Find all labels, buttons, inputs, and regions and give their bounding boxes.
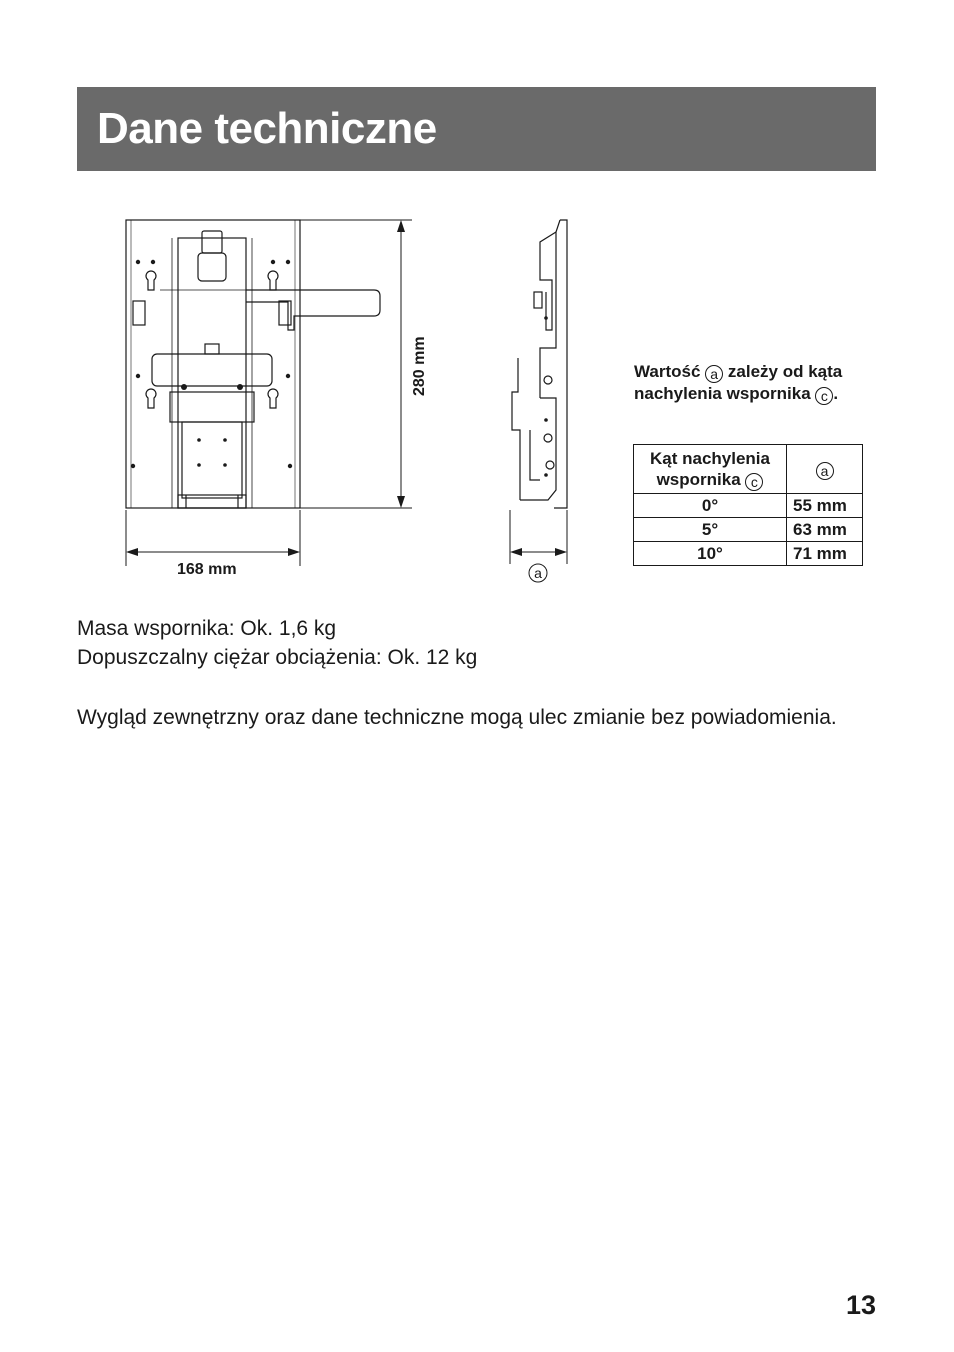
note-text-start: Wartość — [634, 362, 701, 381]
table-header-depth — [787, 445, 863, 494]
depth-marker-a: a — [534, 565, 542, 581]
disclaimer: Wygląd zewnętrzny oraz dane techniczne mogą ulec zmianie bez powiadomienia. — [77, 706, 837, 729]
angle-cell: 5° — [634, 518, 787, 542]
width-dimension-label: 168 mm — [177, 561, 237, 578]
marker-c: c — [745, 473, 763, 491]
table-row — [634, 494, 863, 518]
table-row — [634, 542, 863, 566]
bracket-side-view — [512, 220, 567, 508]
note-text-middle: zależy od kąta nachylenia wspornika — [634, 362, 843, 403]
angle-note — [634, 361, 864, 405]
table-header-angle: Kąt nachylenia wspornika c — [634, 445, 787, 494]
angle-depth-table — [633, 444, 863, 566]
table-row — [634, 518, 863, 542]
depth-cell: 55 mm — [787, 494, 863, 518]
note-text-end: . — [833, 384, 839, 403]
page-title: Dane techniczne — [97, 104, 437, 153]
angle-cell: 0° — [634, 494, 787, 518]
depth-cell: 71 mm — [787, 542, 863, 566]
load-spec: Dopuszczalny ciężar obciążenia: Ok. 12 kg — [77, 646, 478, 669]
table-header-row — [634, 445, 863, 494]
mass-spec: Masa wspornika: Ok. 1,6 kg — [77, 617, 337, 640]
page-number: 13 — [845, 1290, 876, 1320]
bracket-crossbar — [152, 354, 272, 386]
marker-a: a — [705, 365, 723, 383]
specifications — [77, 614, 477, 672]
marker-a: a — [816, 462, 834, 480]
depth-cell: 63 mm — [787, 518, 863, 542]
marker-c: c — [815, 387, 833, 405]
bracket-column — [178, 238, 246, 508]
height-dimension-label: 280 mm — [411, 336, 428, 396]
angle-cell: 10° — [634, 542, 787, 566]
